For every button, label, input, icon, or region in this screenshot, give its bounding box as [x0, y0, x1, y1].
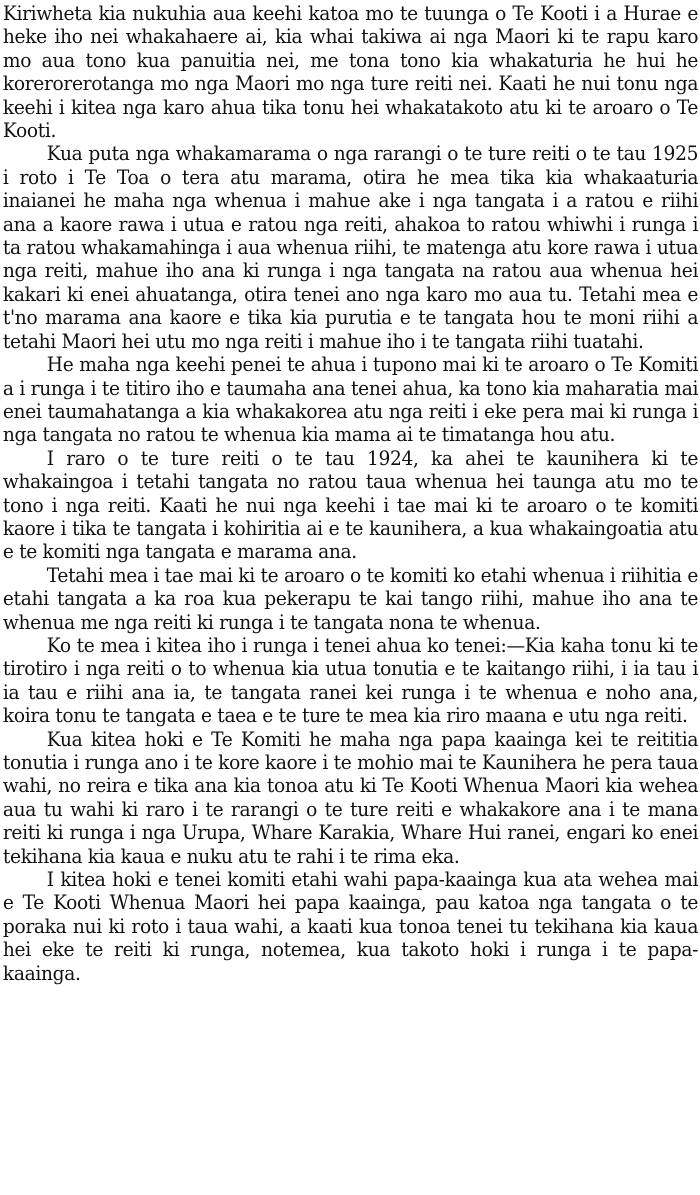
paragraph-4: I raro o te ture reiti o te tau 1924, ka ahei te kaunihera ki te whakaingoa i tetahi tangata no ratou taua whenua hei taunga atu mo te tono i nga reiti. Kaati he nui nga keehi i tae mai ki te aroaro o te komiti kaore i tika te tangata i kohiritia ai e te kaunihera, a kua whakaingoatia atu e te komiti nga tangata e marama ana. — [2, 446, 699, 564]
paragraph-3: He maha nga keehi penei te ahua i tupono mai ki te aroaro o Te Komiti a i runga i te titiro iho e taumaha ana tenei ahua, ka tono kia maharatia mai enei taumahatanga a kia whakakorea atu nga reiti i eke pera mai ki runga i nga tangata no ratou te whenua kia mama ai te timatanga hou atu. — [2, 353, 699, 447]
paragraph-2: Kua puta nga whakamarama o nga rarangi o te ture reiti o te tau 1925 i roto i Te Toa o tera atu marama, otira he mea tika kia whakaaturia inaianei he maha nga whenua i mahue ake i nga tangata i a ratou e riihi ana a kaore rawa i utua e ratou nga reiti, ahakoa to ratou whiwhi i runga i ta ratou whakamahinga i aua whenua riihi, te matenga atu kore rawa i utua nga reiti, mahue iho ana ki runga i nga tangata na ratou aua whenua hei kakari ki enei ahuatanga, otira tenei ano nga karo mo aua tu. Tetahi mea e t'no marama ana kaore e tika kia purutia e te tangata hou te moni riihi a tetahi Maori hei utu mo nga reiti i mahue iho i te tangata riihi tuatahi. — [2, 142, 699, 353]
paragraph-6: Ko te mea i kitea iho i runga i tenei ahua ko tenei:—Kia kaha tonu ki te tirotiro i nga reiti o to whenua kia utua tonutia e te kaitango riihi, i ia tau i ia tau e riihi ana ia, te tangata ranei kei runga i te whenua e noho ana, koira tonu te tangata e taea e te ture te mea kia riro maana e utu nga reiti. — [2, 633, 699, 728]
paragraph-1: Kiriwheta kia nukuhia aua keehi katoa mo te tuunga o Te Kooti i a Hurae e heke iho nei whakahaere ai, kia whai takiwa ai nga Maori ki te rapu karo mo aua tono kua panuitia nei, me tona tono kia whakaturia he hui he korerorerotanga mo nga Maori mo nga ture reiti nei. Kaati he nui tonu nga keehi i kitea nga karo ahua tika tonu hei whakatakoto atu ki te aroaro o Te Kooti. — [2, 2, 699, 143]
paragraph-5: Tetahi mea i tae mai ki te aroaro o te komiti ko etahi whenua i riihitia e etahi tangata a ka roa kua pekerapu te kai tango riihi, mahue iho ana te whenua me nga reiti ki runga i te tangata nona te whenua. — [2, 563, 699, 634]
paragraph-7: Kua kitea hoki e Te Komiti he maha nga papa kaainga kei te reititia tonutia i runga ano i te kore kaore i te mohio mai te Kaunihera he pera taua wahi, no reira e tika ana kia tonoa atu ki Te Kooti Whenua Maori kia wehea aua tu wahi ki raro i te rarangi o te ture reiti e whakakore ana i te mana reiti ki runga i nga Urupa, Whare Karakia, Whare Hui ranei, engari ko enei tekihana kia kaua e nuku atu te rahi i te rima eka. — [2, 727, 699, 868]
paragraph-8: I kitea hoki e tenei komiti etahi wahi papa-kaainga kua ata wehea mai e Te Kooti Whenua Maori hei papa kaainga, pau katoa nga tangata o te poraka nui ki roto i taua wahi, a kaati kua tonoa tenei tu tekihana kia kaua hei eke te reiti ki runga, notemea, kua takoto hoki i runga i te papa-kaainga. — [2, 868, 699, 985]
